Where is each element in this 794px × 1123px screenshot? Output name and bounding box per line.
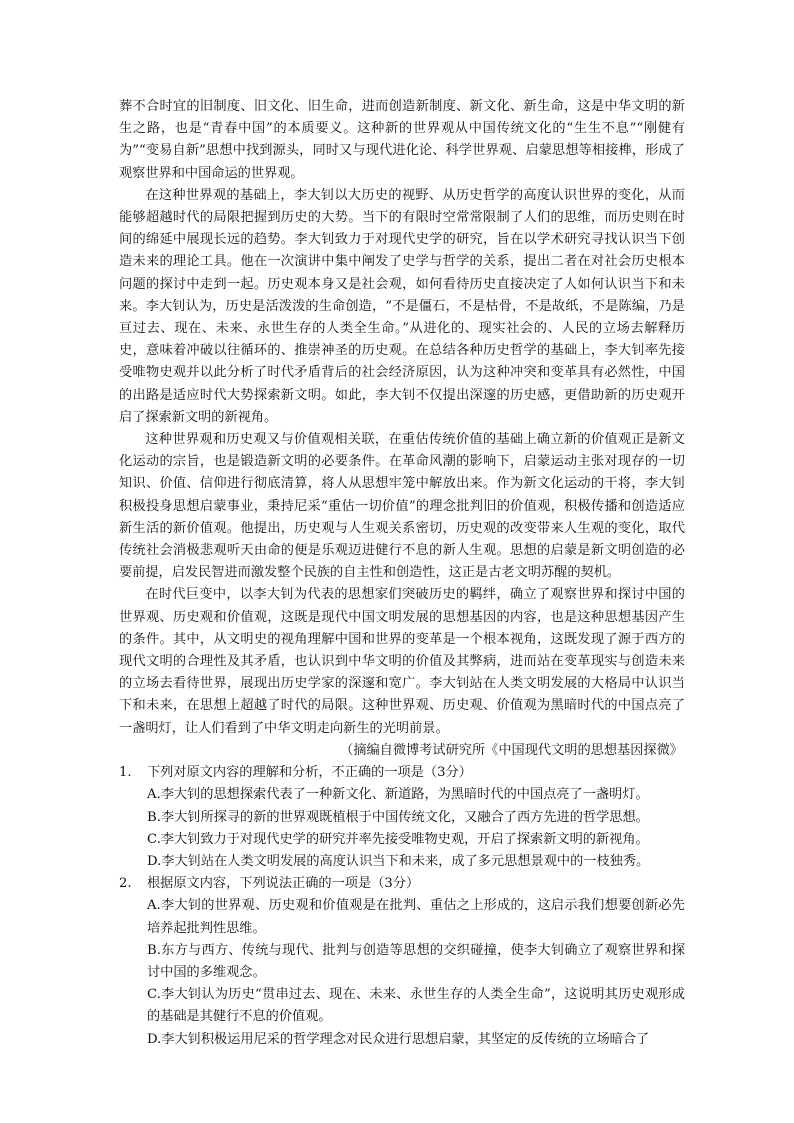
question-2 <box>119 873 685 1051</box>
question-number: 2. <box>119 876 132 892</box>
question-number: 1. <box>119 765 132 781</box>
option-list <box>147 895 685 1050</box>
option-d: D.李大钊积极运用尼采的哲学理念对民众进行思想启蒙，其坚定的反传统的立场暗合了 <box>147 1031 650 1047</box>
option-a: A.李大钊的世界观、历史观和价值观是在批判、重估之上形成的，这启示我们想要创新必先培养起批判性思维。 <box>147 898 685 936</box>
option-b: B.李大钊所探寻的新的世界观既植根于中国传统文化，又融合了西方先进的哲学思想。 <box>147 809 649 825</box>
question-list <box>119 762 685 1051</box>
option-list <box>147 784 685 873</box>
question-stem: 根据原文内容，下列说法正确的一项是（3分） <box>147 876 420 892</box>
option-c: C.李大钊认为历史“贯串过去、现在、未来、永世生存的人类全生命”，这说明其历史观形成的基础是其健行不息的价值观。 <box>147 987 685 1025</box>
passage-paragraph-2: 在这种世界观的基础上，李大钊以大历史的视野、从历史哲学的高度认识世界的变化，从而能够超越时代的局限把握到历史的大势。当下的有限时空常常限制了人们的思维，而历史则在时间的绵延中展现长远的趋势。李大钊致力于对现代史学的研究，旨在以学术研究寻找认识当下创造未来的理论工具。他在一次演讲中集中阐发了史学与哲学的关系，提出二者在对社会历史根本问题的探讨中走到一起。历史观本身又是社会观，如何看待历史直接决定了人如何认识当下和未来。李大钊认为，历史是活泼泼的生命创造，“不是僵石，不是枯骨，不是故纸，不是陈编，乃是亘过去、现在、未来、永世生存的人类全生命。”从进化的、现实社会的、人民的立场去解释历史，意味着冲破以往循环的、推崇神圣的历史观。在总结各种历史哲学的基础上，李大钊率先接受唯物史观并以此分析了时代矛盾背后的社会经济原因，认为这种冲突和变革具有必然性，中国的出路是适应时代大势探索新文明。如此，李大钊不仅提出深邃的历史感，更借助新的历史观开启了探索新文明的新视角。 <box>119 187 685 425</box>
passage-source: （摘编自微博考试研究所《中国现代文明的思想基因探微》 <box>340 742 683 758</box>
passage-paragraph-1: 葬不合时宜的旧制度、旧文化、旧生命，进而创造新制度、新文化、新生命，这是中华文明的新生之路，也是“青春中国”的本质要义。这种新的世界观从中国传统文化的“生生不息”“刚健有为”“变易自新”思想中找到源头，同时又与现代进化论、科学世界观、启蒙思想等相接榫，形成了观察世界和中国命运的世界观。 <box>119 99 685 181</box>
option-d: D.李大钊站在人类文明发展的高度认识当下和未来，成了多元思想景观中的一枝独秀。 <box>147 853 650 869</box>
page-content <box>119 96 685 1051</box>
question-1 <box>119 762 685 873</box>
question-stem: 下列对原文内容的理解和分析，不正确的一项是（3分） <box>147 765 472 781</box>
passage-paragraph-3: 这种世界观和历史观又与价值观相关联，在重估传统价值的基础上确立新的价值观正是新文化运动的宗旨，也是锻造新文明的必要条件。在革命风潮的影响下，启蒙运动主张对现存的一切知识、价值、信仰进行彻底清算，将人从思想牢笼中解放出来。作为新文化运动的干将，李大钊积极投身思想启蒙事业，秉持尼采“重估一切价值”的理念批判旧的价值观，积极传播和创造适应新生活的新价值观。他提出，历史观与人生观关系密切，历史观的改变带来人生观的变化，取代传统社会消极悲观听天由命的便是乐观迈进健行不息的新人生观。思想的启蒙是新文明创造的必要前提，启发民智进而激发整个民族的自主性和创造性，这正是古老文明苏醒的契机。 <box>119 432 685 581</box>
passage-paragraph-4: 在时代巨变中，以李大钊为代表的思想家们突破历史的羁绊，确立了观察世界和探讨中国的世界观、历史观和价值观，这既是现代中国文明发展的思想基因的内容，也是这种思想基因产生的条件。其中，从文明史的视角理解中国和世界的变革是一个根本视角，这既发现了源于西方的现代文明的合理性及其矛盾，也认识到中华文明的价值及其弊病，进而站在变革现实与创造未来的立场去看待世界，展现出历史学家的深邃和宽广。李大钊站在人类文明发展的大格局中认识当下和未来，在思想上超越了时代的局限。这种世界观、历史观、价值观为黑暗时代的中国点亮了一盏明灯，让人们看到了中华文明走向新生的光明前景。 <box>119 587 685 736</box>
option-b: B.东方与西方、传统与现代、批判与创造等思想的交织碰撞，使李大钊确立了观察世界和探讨中国的多维观念。 <box>147 942 685 980</box>
option-a: A.李大钊的思想探索代表了一种新文化、新道路，为黑暗时代的中国点亮了一盏明灯。 <box>147 787 649 803</box>
reading-passage <box>119 96 685 762</box>
option-c: C.李大钊致力于对现代史学的研究并率先接受唯物史观，开启了探索新文明的新视角。 <box>147 831 649 847</box>
